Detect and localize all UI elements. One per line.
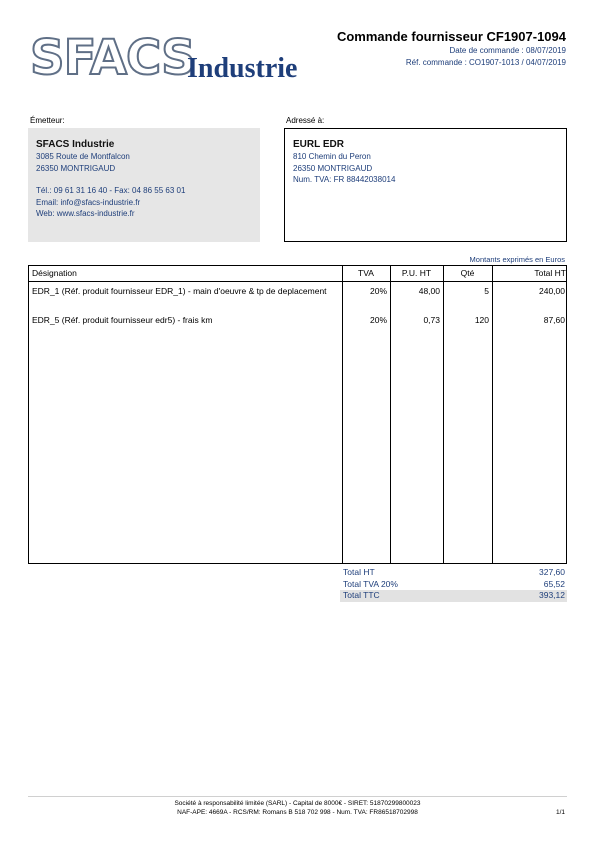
col-header-total: Total HT (534, 268, 566, 278)
emitter-label: Émetteur: (30, 116, 65, 125)
emitter-name: SFACS Industrie (36, 139, 115, 150)
order-reference: Réf. commande : CO1907-1013 / 04/07/2019 (405, 58, 566, 67)
document-title: Commande fournisseur CF1907-1094 (336, 29, 566, 44)
totals-block (340, 567, 567, 602)
col-header-tva: TVA (358, 268, 374, 278)
emitter-box (28, 128, 260, 242)
table-row-quantity: 120 (474, 315, 489, 325)
emitter-phone-fax: Tél.: 09 61 31 16 40 - Fax: 04 86 55 63 01 (36, 186, 186, 196)
footer-divider (28, 796, 567, 797)
currency-note: Montants exprimés en Euros (469, 255, 565, 264)
order-date: Date de commande : 08/07/2019 (449, 46, 566, 55)
table-row-designation: EDR_1 (Réf. produit fournisseur EDR_1) - main d'oeuvre & tp de deplacement (32, 286, 327, 296)
table-row-quantity: 5 (484, 286, 489, 296)
order-lines-table (28, 265, 567, 564)
recipient-box (284, 128, 567, 242)
total-ht-value: 327,60 (539, 567, 565, 577)
emitter-address-line1: 3085 Route de Montfalcon (36, 152, 130, 161)
recipient-address-line2: 26350 MONTRIGAUD (293, 163, 373, 173)
total-tva-row (340, 579, 567, 591)
recipient-name: EURL EDR (293, 139, 344, 150)
page-number: 1/1 (555, 809, 565, 816)
emitter-web: Web: www.sfacs-industrie.fr (36, 209, 135, 219)
total-ttc-label: Total TTC (343, 590, 380, 600)
table-row-tva: 20% (369, 315, 387, 325)
recipient-label: Adressé à: (286, 116, 325, 125)
col-header-quantity: Qté (460, 268, 475, 278)
table-row-designation: EDR_5 (Réf. produit fournisseur edr5) - frais km (32, 315, 213, 325)
logo-industrie-text: Industrie (187, 53, 298, 84)
table-row-unit-price: 48,00 (418, 286, 440, 296)
total-tva-label: Total TVA 20% (343, 578, 398, 589)
emitter-email: Email: info@sfacs-industrie.fr (36, 197, 141, 207)
total-ttc-row (340, 590, 567, 602)
col-header-unit-price: P.U. HT (401, 268, 432, 278)
recipient-vat: Num. TVA: FR 88442038014 (293, 175, 396, 185)
total-tva-value: 65,52 (543, 578, 565, 589)
footer-legal-line2: NAF-APE: 4669A - RCS/RM: Romans B 518 702 998 - Num. TVA: FR86518702998 (177, 809, 418, 816)
recipient-address-line1: 810 Chemin du Peron (293, 152, 371, 161)
emitter-address-line2: 26350 MONTRIGAUD (36, 163, 116, 173)
table-row-tva: 20% (369, 286, 387, 296)
total-ttc-value: 393,12 (539, 590, 565, 600)
total-ht-label: Total HT (343, 567, 375, 577)
table-row-total: 87,60 (543, 315, 565, 325)
col-header-designation: Désignation (32, 268, 77, 278)
footer-legal-line1: Société à responsabilité limitée (SARL) - Capital de 8000€ - SIRET: 51870299800023 (174, 800, 421, 807)
logo-sfacs-text: SFACS (30, 30, 195, 86)
table-row-total: 240,00 (539, 286, 565, 296)
company-logo (30, 30, 320, 90)
table-row-unit-price: 0,73 (423, 315, 440, 325)
total-ht-row (340, 567, 567, 579)
